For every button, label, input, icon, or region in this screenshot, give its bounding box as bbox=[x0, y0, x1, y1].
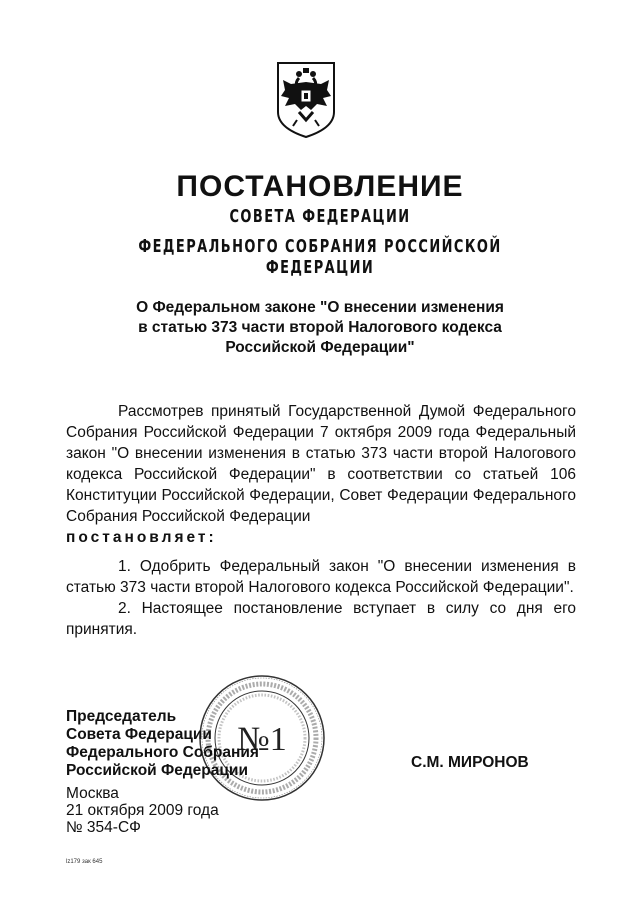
subject-line-3: Российской Федерации" bbox=[225, 339, 415, 356]
city: Москва bbox=[66, 785, 119, 802]
coat-of-arms-emblem bbox=[275, 60, 337, 140]
signatory-title-line-1: Председатель bbox=[66, 708, 177, 725]
preamble-text: Рассмотрев принятый Государственной Думой Федерального Собрания Российской Федерации 7 октября 2009 года Федеральный закон "О внесении изменения в статью 373 части второй Налогового кодекса Российской Федерации" в соответствии со статьей 106 Конституции Российской Федерации, Совет Федерации Федерального Собрания Российской Федерации bbox=[66, 403, 576, 525]
decree-paragraph bbox=[66, 527, 576, 548]
subject-line-1: О Федеральном законе "О внесении изменения bbox=[136, 299, 504, 316]
document-title: ПОСТАНОВЛЕНИЕ bbox=[176, 170, 464, 203]
stamp-number: №1 bbox=[237, 721, 287, 758]
document-number: № 354-СФ bbox=[66, 819, 141, 836]
document-date: 21 октября 2009 года bbox=[66, 802, 219, 819]
issuer-line-1: СОВЕТА ФЕДЕРАЦИИ bbox=[229, 206, 411, 227]
signatory-title-line-4: Российской Федерации bbox=[66, 762, 248, 779]
signatory-title-line-2: Совета Федерации bbox=[66, 726, 212, 743]
print-mark: lz179 зак 645 bbox=[66, 859, 103, 865]
decree-word: постановляет: bbox=[66, 529, 217, 546]
decision-item-2: 2. Настоящее постановление вступает в силу со дня его принятия. bbox=[66, 600, 576, 638]
place-date-number bbox=[66, 785, 219, 836]
subject-line-2: в статью 373 части второй Налогового кодекса bbox=[138, 319, 502, 336]
preamble-block bbox=[66, 401, 576, 548]
signatory-title-line-3: Федерального Собрания bbox=[66, 744, 259, 761]
document-subject bbox=[60, 298, 580, 358]
signatory-name: С.М. МИРОНОВ bbox=[411, 754, 529, 771]
preamble-paragraph bbox=[66, 401, 576, 527]
decision-item-1: 1. Одобрить Федеральный закон "О внесении изменения в статью 373 части второй Налогового кодекса Российской Федерации". bbox=[66, 558, 576, 596]
issuer-line-2: ФЕДЕРАЛЬНОГО СОБРАНИЯ РОССИЙСКОЙ ФЕДЕРАЦИИ bbox=[138, 236, 502, 278]
decision-items bbox=[66, 556, 576, 640]
signatory-title bbox=[66, 708, 259, 780]
